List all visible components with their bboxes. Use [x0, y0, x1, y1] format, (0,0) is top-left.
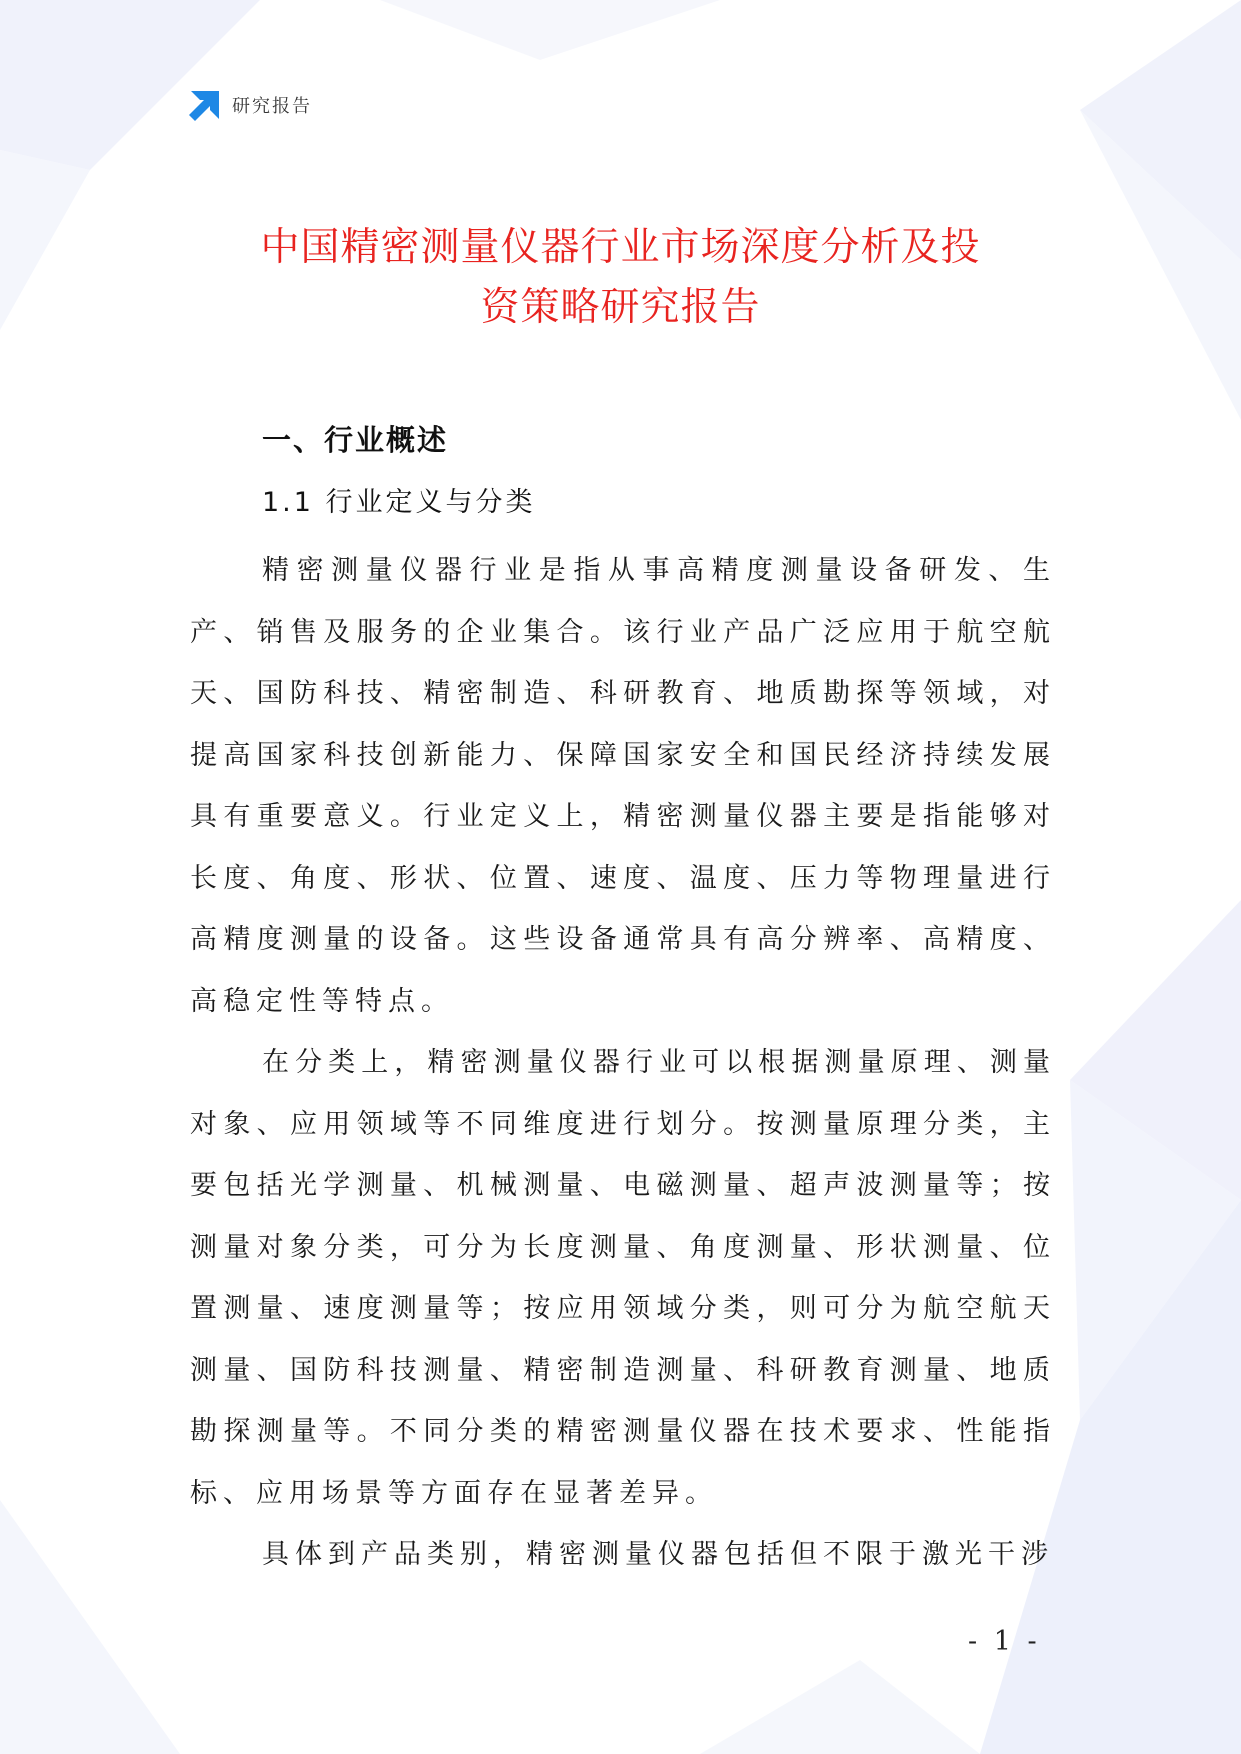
header-label: 研究报告 — [232, 96, 312, 117]
report-header — [188, 88, 312, 122]
subsection-heading: 1.1 行业定义与分类 — [262, 487, 536, 518]
paragraph: 在分类上，精密测量仪器行业可以根据测量原理、测量对象、应用领域等不同维度进行划分。按测量原理分类，主要包括光学测量、机械测量、电磁测量、超声波测量等；按测量对象分类，可分为长度测量、角度测量、形状测量、位置测量、速度测量等；按应用领域分类，则可分为航空航天测量、国防科技测量、精密制造测量、科研教育测量、地质勘探测量等。不同分类的精密测量仪器在技术要求、性能指标、应用场景等方面存在显著差异。 — [190, 1047, 1056, 1509]
paragraph: 具体到产品类别，精密测量仪器包括但不限于激光干涉 — [262, 1539, 1054, 1570]
document-title-line-1: 中国精密测量仪器行业市场深度分析及投 — [260, 225, 981, 270]
paragraph: 精密测量仪器行业是指从事高精度测量设备研发、生产、销售及服务的企业集合。该行业产品广泛应用于航空航天、国防科技、精密制造、科研教育、地质勘探等领域，对提高国家科技创新能力、保障国家安全和国民经济持续发展具有重要意义。行业定义上，精密测量仪器主要是指能够对长度、角度、形状、位置、速度、温度、压力等物理量进行高精度测量的设备。这些设备通常具有高分辨率、高精度、高稳定性等特点。 — [190, 555, 1056, 1017]
document-title — [150, 218, 1091, 338]
document-title-line-2: 资策略研究报告 — [480, 285, 761, 330]
section-heading: 一、行业概述 — [262, 423, 449, 457]
page-number: - 1 - — [968, 1626, 1041, 1657]
arrow-up-right-icon — [188, 88, 222, 122]
body-text — [190, 540, 1056, 1586]
